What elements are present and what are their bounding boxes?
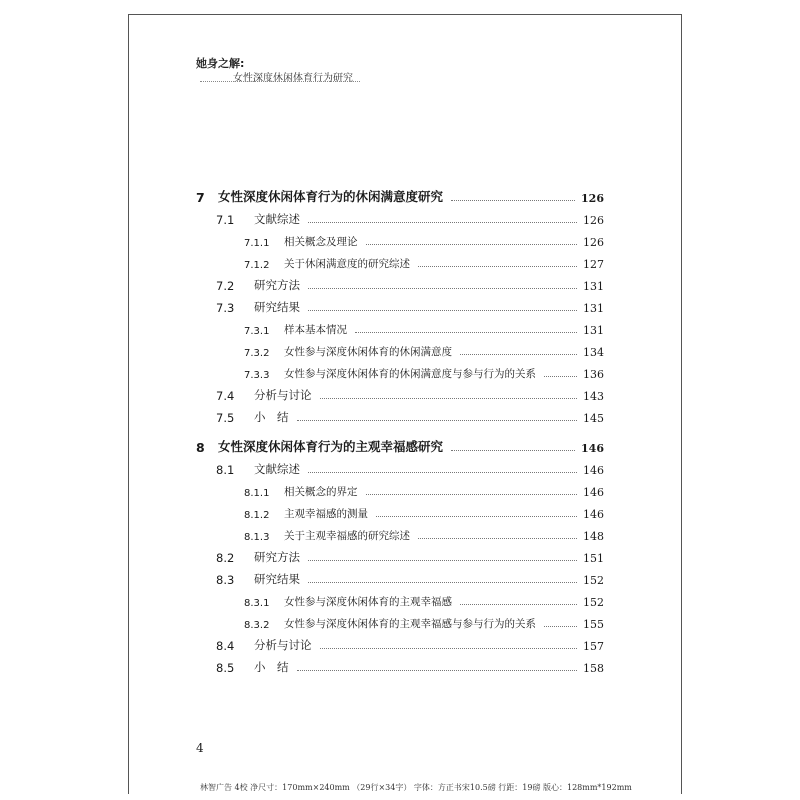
toc-entry-number: 7.1	[216, 213, 235, 227]
toc-entry-subsection	[244, 363, 604, 381]
toc-entry-title: 研究方法	[254, 550, 300, 564]
toc-entry-title: 主观幸福感的测量	[284, 508, 368, 520]
toc-entry-title: 研究结果	[254, 572, 300, 586]
page-number: 4	[196, 741, 204, 755]
toc-entry-chapter	[196, 437, 604, 455]
toc-entry-number: 8.5	[216, 661, 235, 675]
toc-leader-dots	[308, 222, 577, 223]
toc-entry-subsection	[244, 481, 604, 499]
toc-entry-title: 女性深度休闲体育行为的休闲满意度研究	[218, 189, 444, 204]
toc-entry-title: 女性参与深度休闲体育的主观幸福感	[284, 596, 452, 608]
toc-leader-dots	[460, 354, 577, 355]
toc-leader-dots	[451, 200, 575, 201]
toc-entry-page: 131	[583, 324, 604, 337]
running-header-title: 她身之解:	[196, 57, 245, 70]
toc-leader-dots	[308, 310, 577, 311]
toc-entry-page: 146	[583, 508, 604, 521]
toc-leader-dots	[297, 420, 578, 421]
toc-entry-title: 分析与讨论	[254, 638, 312, 652]
toc-leader-dots	[297, 670, 578, 671]
toc-entry-number: 7.1.1	[244, 238, 270, 249]
toc-entry-title: 研究方法	[254, 278, 300, 292]
toc-leader-dots	[544, 626, 577, 627]
toc-entry-title: 相关概念的界定	[284, 486, 358, 498]
toc-entry-page: 151	[583, 552, 604, 565]
toc-leader-dots	[320, 648, 578, 649]
toc-entry-number: 7.1.2	[244, 260, 270, 271]
toc-entry-subsection	[244, 231, 604, 249]
toc-entry-section	[216, 657, 604, 675]
toc-entry-page: 126	[581, 192, 604, 205]
toc-entry-section	[216, 385, 604, 403]
toc-entry-subsection	[244, 319, 604, 337]
toc-entry-number: 8.1.2	[244, 510, 270, 521]
toc-entry-title: 女性参与深度休闲体育的休闲满意度与参与行为的关系	[284, 368, 536, 380]
toc-entry-number: 7.3.3	[244, 370, 270, 381]
toc-leader-dots	[376, 516, 577, 517]
toc-entry-number: 7.3	[216, 301, 235, 315]
toc-entry-page: 136	[583, 368, 604, 381]
toc-entry-subsection	[244, 525, 604, 543]
toc-entry-page: 143	[583, 390, 604, 403]
print-specification: 林智广告 4校 净尺寸：170mm×240mm （29行×34字） 字体：方正书宋10.5磅 行距：19磅 版心：128mm*192mm	[200, 783, 632, 792]
toc-leader-dots	[308, 582, 577, 583]
toc-entry-title: 相关概念及理论	[284, 236, 358, 248]
toc-entry-page: 126	[583, 236, 604, 249]
toc-entry-number: 8.1.3	[244, 532, 270, 543]
toc-entry-page: 145	[583, 412, 604, 425]
toc-entry-number: 7.5	[216, 411, 235, 425]
toc-entry-section	[216, 407, 604, 425]
toc-entry-chapter	[196, 187, 604, 205]
toc-entry-page: 158	[583, 662, 604, 675]
toc-entry-page: 131	[583, 302, 604, 315]
toc-entry-subsection	[244, 253, 604, 271]
toc-entry-subsection	[244, 591, 604, 609]
toc-entry-section	[216, 547, 604, 565]
toc-entry-number: 7.4	[216, 389, 235, 403]
toc-leader-dots	[308, 560, 577, 561]
toc-entry-number: 8.2	[216, 551, 235, 565]
toc-entry-title: 女性深度休闲体育行为的主观幸福感研究	[218, 439, 444, 454]
toc-entry-number: 7.2	[216, 279, 235, 293]
toc-entry-title: 分析与讨论	[254, 388, 312, 402]
toc-entry-section	[216, 635, 604, 653]
toc-entry-subsection	[244, 503, 604, 521]
toc-entry-page: 127	[583, 258, 604, 271]
toc-entry-number: 7	[196, 190, 205, 205]
toc-entry-page: 157	[583, 640, 604, 653]
toc-entry-page: 146	[581, 442, 604, 455]
toc-entry-section	[216, 569, 604, 587]
toc-leader-dots	[308, 288, 577, 289]
toc-entry-title: 关于主观幸福感的研究综述	[284, 530, 410, 542]
toc-entry-page: 155	[583, 618, 604, 631]
toc-entry-title: 女性参与深度休闲体育的主观幸福感与参与行为的关系	[284, 618, 536, 630]
toc-leader-dots	[355, 332, 577, 333]
toc-entry-page: 126	[583, 214, 604, 227]
toc-leader-dots	[460, 604, 577, 605]
toc-entry-title: 小 结	[254, 410, 289, 424]
toc-entry-page: 152	[583, 574, 604, 587]
toc-entry-section	[216, 209, 604, 227]
toc-entry-number: 8.3.2	[244, 620, 270, 631]
toc-leader-dots	[320, 398, 578, 399]
toc-entry-number: 8.3	[216, 573, 235, 587]
toc-entry-subsection	[244, 341, 604, 359]
toc-entry-number: 8.4	[216, 639, 235, 653]
toc-entry-page: 146	[583, 486, 604, 499]
toc-entry-title: 文献综述	[254, 462, 300, 476]
toc-leader-dots	[451, 450, 575, 451]
toc-leader-dots	[366, 244, 578, 245]
toc-entry-section	[216, 297, 604, 315]
running-header-subtitle: 女性深度休闲体育行为研究	[233, 73, 353, 84]
toc-entry-page: 131	[583, 280, 604, 293]
toc-entry-number: 7.3.2	[244, 348, 270, 359]
toc-leader-dots	[366, 494, 578, 495]
toc-leader-dots	[418, 266, 577, 267]
toc-entry-number: 8.3.1	[244, 598, 270, 609]
toc-entry-number: 7.3.1	[244, 326, 270, 337]
toc-leader-dots	[418, 538, 577, 539]
toc-leader-dots	[544, 376, 577, 377]
toc-entry-number: 8.1	[216, 463, 235, 477]
toc-entry-number: 8	[196, 440, 205, 455]
toc-leader-dots	[308, 472, 577, 473]
toc-entry-title: 样本基本情况	[284, 324, 347, 336]
toc-entry-title: 关于休闲满意度的研究综述	[284, 258, 410, 270]
toc-entry-page: 148	[583, 530, 604, 543]
toc-entry-section	[216, 275, 604, 293]
toc-entry-title: 女性参与深度休闲体育的休闲满意度	[284, 346, 452, 358]
toc-entry-section	[216, 459, 604, 477]
toc-entry-page: 152	[583, 596, 604, 609]
toc-entry-number: 8.1.1	[244, 488, 270, 499]
toc-entry-title: 文献综述	[254, 212, 300, 226]
toc-entry-page: 146	[583, 464, 604, 477]
toc-entry-subsection	[244, 613, 604, 631]
toc-entry-title: 研究结果	[254, 300, 300, 314]
toc-entry-page: 134	[583, 346, 604, 359]
toc-entry-title: 小 结	[254, 660, 289, 674]
